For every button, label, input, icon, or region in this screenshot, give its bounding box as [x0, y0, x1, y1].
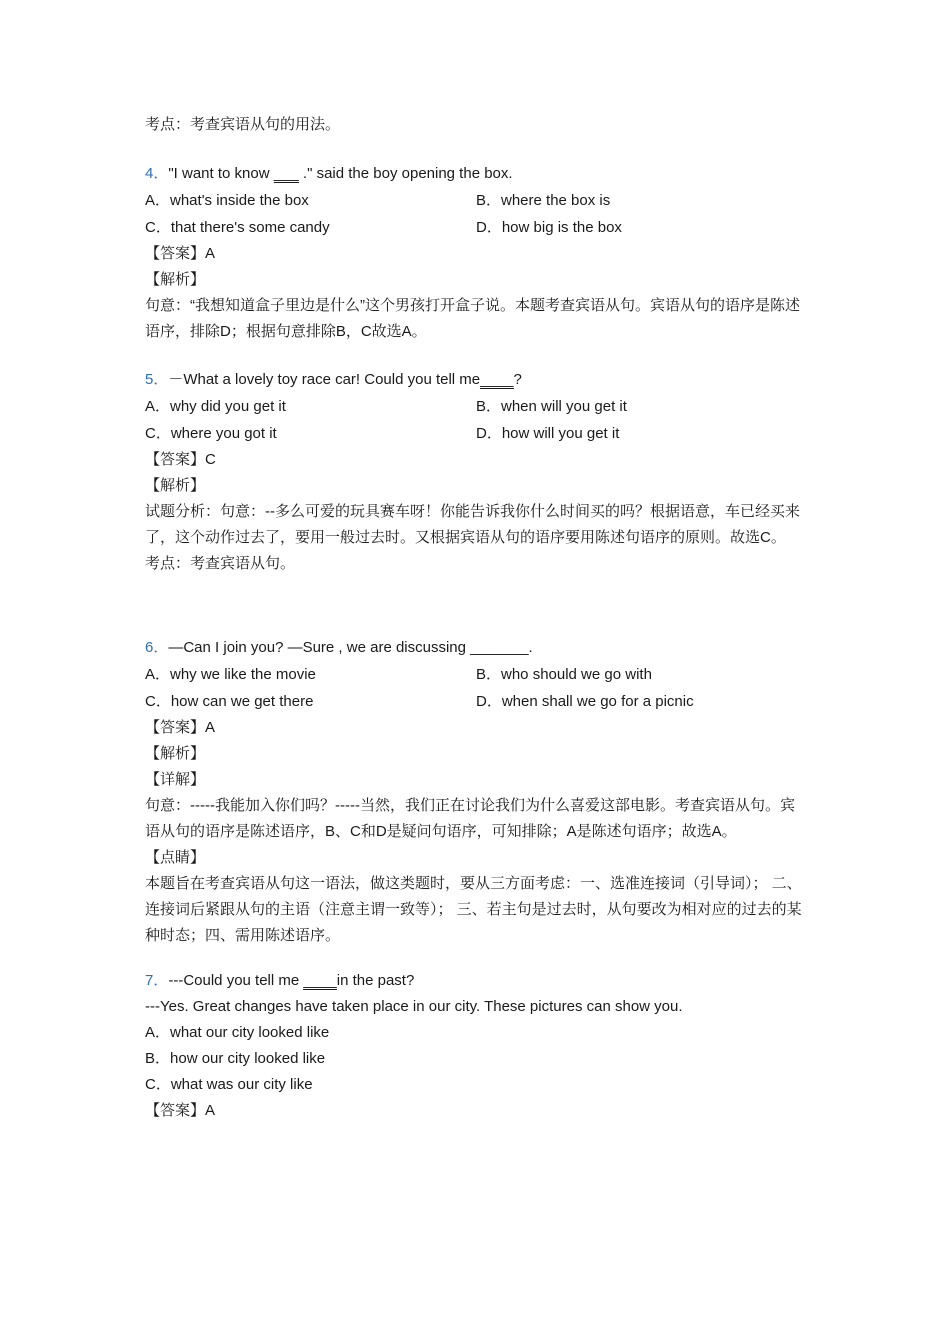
question-6-dianjing-label: 【点睛】	[145, 849, 206, 866]
question-5-options-row-2	[145, 420, 815, 447]
question-7-option-b: B．how our city looked like	[145, 1050, 326, 1067]
question-4-jiexi-label: 【解析】	[145, 271, 206, 288]
question-4-options-row-2	[145, 214, 815, 241]
question-4-options-row-1	[145, 187, 815, 214]
question-7-option-a: A．what our city looked like	[145, 1024, 330, 1041]
question-4-stem-end: ." said the boy opening the box.	[298, 165, 513, 182]
question-6-number: 6．	[145, 639, 169, 656]
question-5-number: 5．	[145, 371, 169, 388]
question-4-option-c: C．that there's some candy	[145, 219, 330, 236]
kaodian-q3: 考点：考查宾语从句的用法。	[145, 116, 341, 133]
document-page	[145, 112, 815, 1124]
question-5-stem-end: ?	[513, 371, 522, 388]
question-7-stem	[145, 968, 815, 994]
question-7-blank: ____	[303, 972, 337, 989]
question-5-stem-start: －What a lovely toy race car! Could you tell me	[168, 371, 481, 388]
question-5-option-d: D．how will you get it	[476, 425, 620, 442]
question-5-jiexi-label: 【解析】	[145, 477, 206, 494]
question-6-answer: 【答案】A	[145, 719, 216, 736]
question-5-answer: 【答案】C	[145, 451, 216, 468]
question-6-stem-text: —Can I join you? —Sure , we are discussing _______.	[168, 639, 533, 656]
question-5-option-c: C．where you got it	[145, 425, 277, 442]
question-4-stem-start: "I want to know	[168, 165, 274, 182]
question-7-number: 7．	[145, 972, 169, 989]
question-6-option-d: D．when shall we go for a picnic	[476, 693, 694, 710]
question-6-xiangjie-label: 【详解】	[145, 771, 206, 788]
question-6-option-c: C．how can we get there	[145, 693, 314, 710]
question-6-options-row-1	[145, 661, 815, 688]
question-6-explanation: 句意：-----我能加入你们吗？-----当然，我们正在讨论我们为什么喜爱这部电影。考查宾语从句。宾语从句的语序是陈述语序，B、C和D是疑问句语序，可知排除；A是陈述句语序；故选A。	[145, 797, 795, 840]
question-5-kaodian: 考点：考查宾语从句。	[145, 555, 296, 572]
question-5-options-row-1	[145, 393, 815, 420]
question-5-explanation: 试题分析：句意：--多么可爱的玩具赛车呀！你能告诉我你什么时间买的吗？根据语意，车已经买来了，这个动作过去了，要用一般过去时。又根据宾语从句的语序要用陈述句语序的原则。故选C。	[145, 503, 800, 546]
question-7-stem-line-2: ---Yes. Great changes have taken place in our city. These pictures can show you.	[145, 998, 683, 1015]
question-5-option-a: A．why did you get it	[145, 398, 286, 415]
question-4-number: 4．	[145, 165, 169, 182]
question-4-stem	[145, 161, 815, 187]
question-6-stem	[145, 635, 815, 661]
question-5-option-b: B．when will you get it	[476, 398, 627, 415]
question-6-options-row-2	[145, 688, 815, 715]
question-7-answer: 【答案】A	[145, 1102, 216, 1119]
question-4-option-a: A．what's inside the box	[145, 192, 309, 209]
question-4-blank: ___	[273, 165, 299, 182]
question-7-option-c: C．what was our city like	[145, 1076, 313, 1093]
question-6-option-b: B．who should we go with	[476, 666, 652, 683]
question-7-stem-start: ---Could you tell me	[168, 972, 304, 989]
question-4-option-b: B．where the box is	[476, 192, 611, 209]
question-6-option-a: A．why we like the movie	[145, 666, 316, 683]
question-7-stem-end: in the past?	[336, 972, 415, 989]
question-6-jiexi-label: 【解析】	[145, 745, 206, 762]
question-5-stem	[145, 367, 815, 393]
question-4-explanation: 句意：“我想知道盒子里边是什么”这个男孩打开盒子说。本题考查宾语从句。宾语从句的语序是陈述语序，排除D；根据句意排除B，C故选A。	[145, 297, 800, 340]
question-4-option-d: D．how big is the box	[476, 219, 622, 236]
question-4-answer: 【答案】A	[145, 245, 216, 262]
question-5-blank: ____	[480, 371, 514, 388]
question-6-note: 本题旨在考查宾语从句这一语法，做这类题时，要从三方面考虑：一、选准连接词（引导词）； 二、连接词后紧跟从句的主语（注意主谓一致等）； 三、若主句是过去时，从句要改为相对应的过去的某种时态；四、需用陈述语序。	[145, 875, 802, 944]
